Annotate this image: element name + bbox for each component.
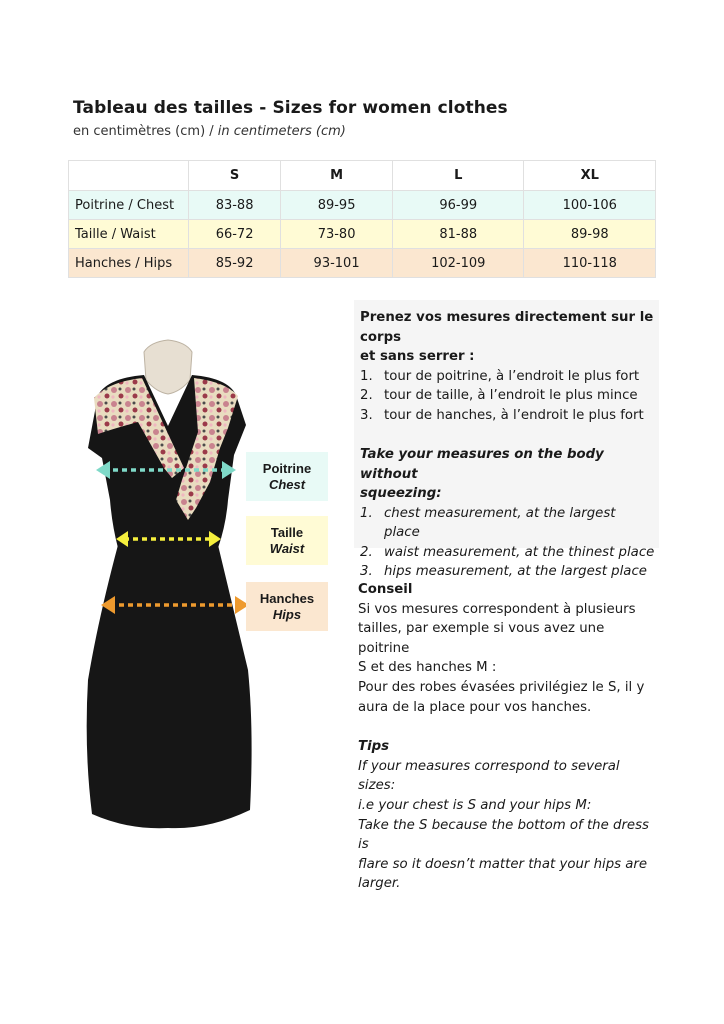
mannequin-neck xyxy=(144,340,192,394)
row-label: Hanches / Hips xyxy=(69,249,189,278)
header-size-xl: XL xyxy=(524,161,656,191)
advice-heading-fr: Conseil xyxy=(358,582,413,597)
page-subtitle xyxy=(73,124,346,139)
table-cell: 110-118 xyxy=(524,249,656,278)
table-row-hips xyxy=(69,249,656,278)
subtitle-fr: en centimètres (cm) / xyxy=(73,124,218,139)
subtitle-en: in centimeters (cm) xyxy=(217,124,346,139)
table-cell: 85-92 xyxy=(189,249,281,278)
measure-list-fr xyxy=(360,367,655,426)
advice-line: tailles, par exemple si vous avez une poitrine xyxy=(358,621,605,656)
list-item xyxy=(360,543,655,563)
measure-heading-en-2: squeezing: xyxy=(360,486,442,501)
table-cell: 93-101 xyxy=(281,249,393,278)
advice-section xyxy=(358,580,658,894)
table-cell: 73-80 xyxy=(281,220,393,249)
advice-line: Pour des robes évasées privilégiez le S, il y xyxy=(358,679,645,695)
chest-label-en: Chest xyxy=(268,476,306,492)
list-text: tour de taille, à l’endroit le plus mince xyxy=(384,388,638,403)
measure-heading-en-1: Take your measures on the body without xyxy=(360,447,604,482)
table-cell: 96-99 xyxy=(392,191,524,220)
spacer xyxy=(360,425,655,445)
list-text: tour de poitrine, à l’endroit le plus fort xyxy=(384,368,640,384)
list-text: chest measurement, at the largest place xyxy=(384,505,616,540)
row-label: Taille / Waist xyxy=(69,220,189,249)
advice-line: aura de la place pour vos hanches. xyxy=(358,699,592,715)
advice-line: If your measures correspond to several sizes: xyxy=(358,758,620,794)
advice-line: Si vos mesures correspondent à plusieurs xyxy=(358,601,636,617)
size-table xyxy=(68,160,656,278)
table-row-chest xyxy=(69,191,656,220)
advice-line: i.e your chest is S and your hips M: xyxy=(358,797,592,813)
header-empty-cell xyxy=(69,161,189,191)
table-cell: 102-109 xyxy=(392,249,524,278)
waist-label-en: Waist xyxy=(269,540,305,556)
list-text: tour de hanches, à l’endroit le plus fort xyxy=(384,407,644,423)
dress-skirt xyxy=(87,545,252,828)
advice-line: Take the S because the bottom of the dress is xyxy=(358,817,649,853)
waist-label xyxy=(246,516,328,565)
table-cell: 83-88 xyxy=(189,191,281,220)
list-number: 1. xyxy=(360,368,373,384)
advice-line: S et des hanches M : xyxy=(358,660,497,676)
list-item xyxy=(360,562,655,582)
chest-label-fr: Poitrine xyxy=(262,460,312,476)
table-row-waist xyxy=(69,220,656,249)
chest-label xyxy=(246,452,328,501)
list-item xyxy=(360,504,655,543)
list-item xyxy=(360,386,655,406)
page-title: Tableau des tailles - Sizes for women clothes xyxy=(73,98,508,118)
header-size-m: M xyxy=(281,161,393,191)
hips-label-fr: Hanches xyxy=(259,590,315,606)
header-size-l: L xyxy=(392,161,524,191)
table-cell: 89-95 xyxy=(281,191,393,220)
list-text: waist measurement, at the thinest place xyxy=(384,544,655,560)
hips-label-en: Hips xyxy=(272,606,302,622)
advice-line: flare so it doesn’t matter that your hips are xyxy=(358,856,648,872)
list-number: 2. xyxy=(360,388,373,403)
list-number: 2. xyxy=(360,544,373,560)
table-cell: 89-98 xyxy=(524,220,656,249)
hips-label xyxy=(246,582,328,631)
list-number: 3. xyxy=(360,564,373,579)
measure-heading-fr-1: Prenez vos mesures directement sur le corps xyxy=(360,310,654,345)
table-cell: 81-88 xyxy=(392,220,524,249)
list-text: hips measurement, at the largest place xyxy=(384,564,647,579)
list-number: 3. xyxy=(360,407,373,423)
table-cell: 66-72 xyxy=(189,220,281,249)
measure-list-en xyxy=(360,504,655,582)
advice-line: larger. xyxy=(358,876,401,892)
waist-label-fr: Taille xyxy=(270,524,304,540)
spacer xyxy=(358,717,658,737)
list-item xyxy=(360,406,655,426)
header-size-s: S xyxy=(189,161,281,191)
size-table-header xyxy=(69,161,656,191)
row-label: Poitrine / Chest xyxy=(69,191,189,220)
table-cell: 100-106 xyxy=(524,191,656,220)
measure-instructions-panel xyxy=(354,300,659,579)
measure-heading-fr-2: et sans serrer : xyxy=(360,349,475,364)
advice-heading-en: Tips xyxy=(358,739,390,755)
list-item xyxy=(360,367,655,387)
list-number: 1. xyxy=(360,505,373,521)
